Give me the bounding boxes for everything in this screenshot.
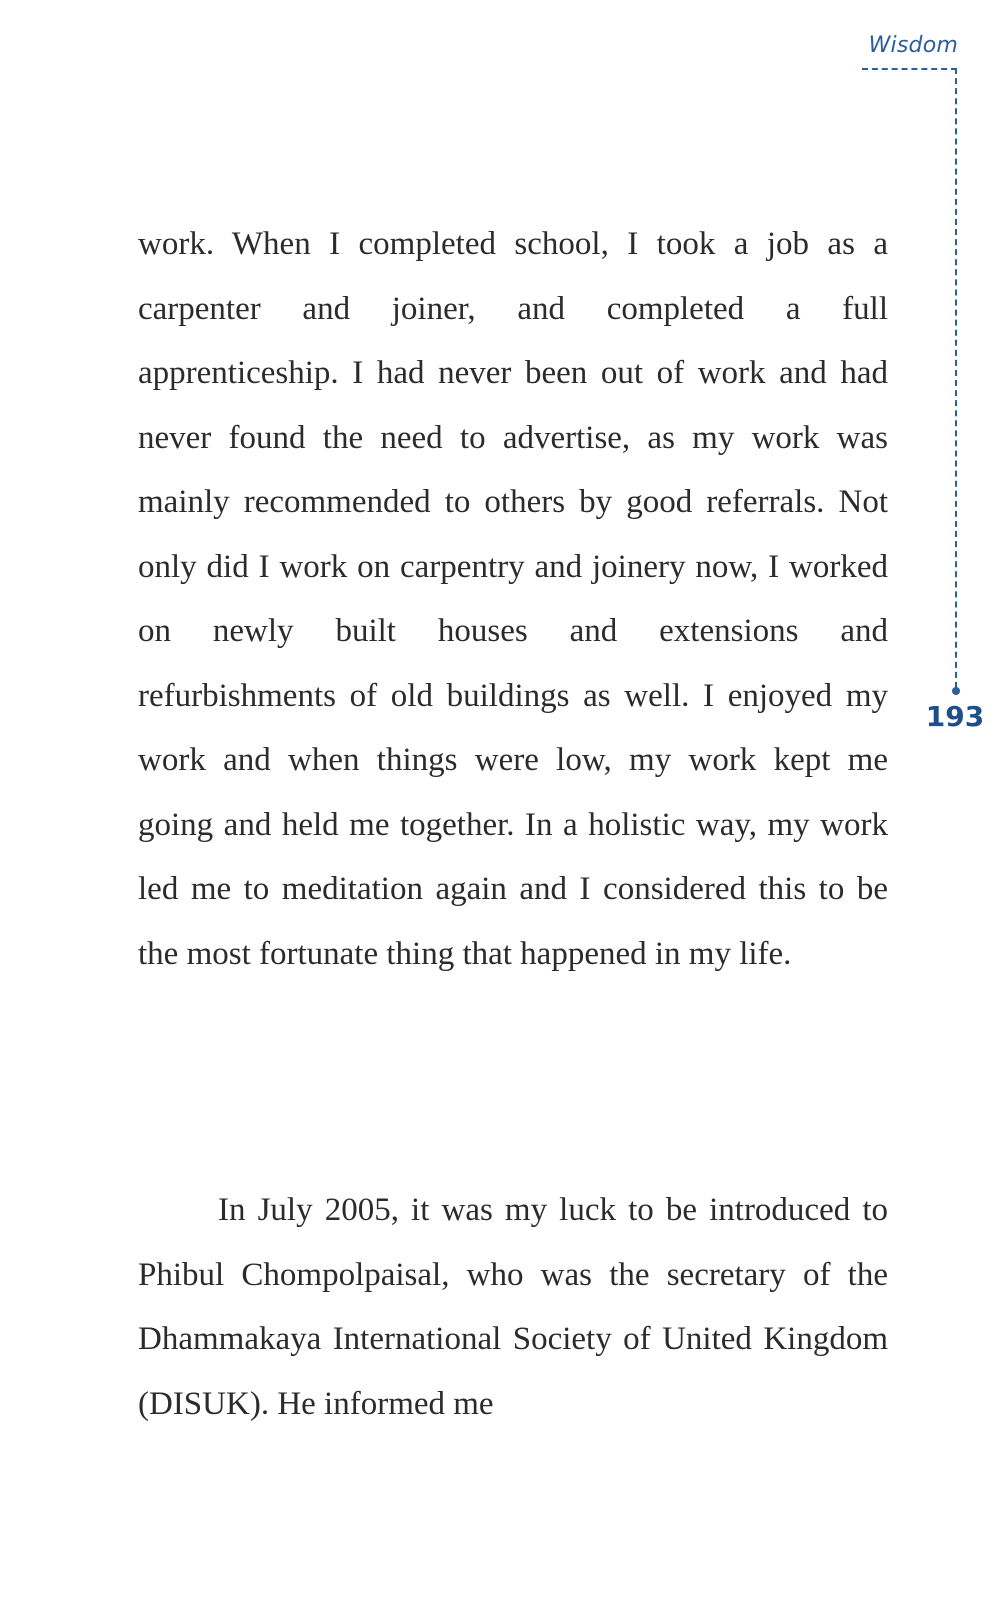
running-head: Wisdom [868,33,958,58]
margin-guide-vertical [955,68,957,688]
margin-guide-horizontal [862,68,957,70]
margin-guide-dot [952,687,960,695]
page-number: 193 [925,700,985,733]
body-paragraph-1: work. When I completed school, I took a job as a carpenter and joiner, and completed a full apprenticeship. I had never been out of work and had never found the need to advertise, as my work was mainly recommended to others by good referrals. Not only did I work on carpentry and joinery now, I worked on newly built houses and extensions and refurbishments of old buildings as well. I enjoyed my work and when things were low, my work kept me going and held me together. In a holistic way, my work led me to meditation again and I considered this to be the most fortunate thing that happened in my life. [138,226,888,972]
body-paragraph-2: In July 2005, it was my luck to be introduced to Phibul Chompolpaisal, who was the secretary of the Dhammakaya International Society of United Kingdom (DISUK). He informed me [138,1192,888,1422]
